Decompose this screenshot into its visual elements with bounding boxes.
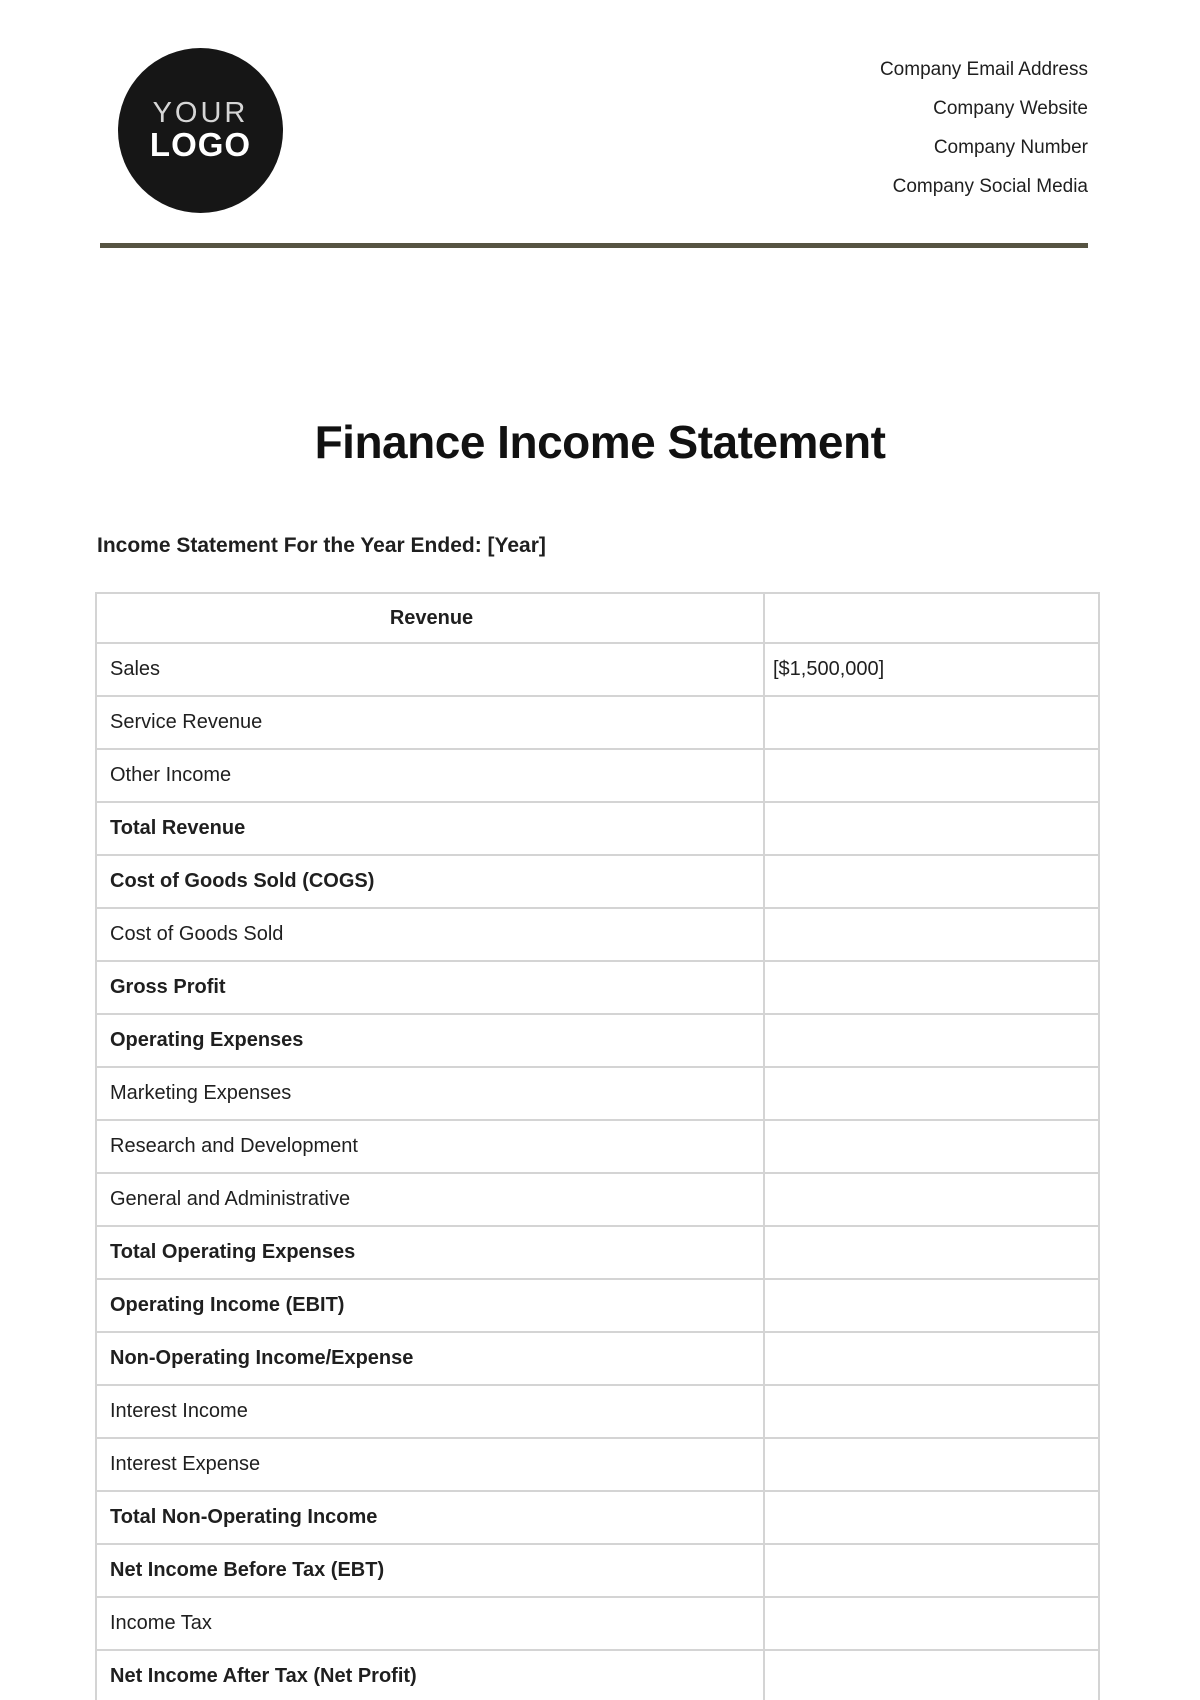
table-row [96, 1279, 1099, 1332]
table-row [96, 1120, 1099, 1173]
page-subtitle: Income Statement For the Year Ended: [Year] [97, 534, 546, 557]
row-value [764, 593, 1099, 643]
header-divider [100, 243, 1088, 248]
table-row [96, 908, 1099, 961]
table-row [96, 961, 1099, 1014]
row-label: Non-Operating Income/Expense [96, 1332, 764, 1385]
row-value: [$1,500,000] [764, 643, 1099, 696]
row-label: Interest Income [96, 1385, 764, 1438]
table-row [96, 855, 1099, 908]
row-label: Marketing Expenses [96, 1067, 764, 1120]
row-label: Net Income After Tax (Net Profit) [96, 1650, 764, 1700]
table-row [96, 1650, 1099, 1700]
row-label: Operating Income (EBIT) [96, 1279, 764, 1332]
row-label: Net Income Before Tax (EBT) [96, 1544, 764, 1597]
table-row [96, 1173, 1099, 1226]
row-value [764, 1226, 1099, 1279]
row-value [764, 1650, 1099, 1700]
table-row [96, 1014, 1099, 1067]
row-value [764, 802, 1099, 855]
table-row [96, 1491, 1099, 1544]
row-value [764, 1067, 1099, 1120]
row-label: Total Revenue [96, 802, 764, 855]
company-social-media: Company Social Media [892, 176, 1088, 197]
company-contact-block [880, 50, 1088, 206]
row-label: Total Operating Expenses [96, 1226, 764, 1279]
row-label: General and Administrative [96, 1173, 764, 1226]
company-website: Company Website [933, 98, 1088, 119]
income-table-body [96, 593, 1099, 1700]
row-value [764, 1597, 1099, 1650]
row-label: Gross Profit [96, 961, 764, 1014]
row-label: Service Revenue [96, 696, 764, 749]
row-value [764, 1014, 1099, 1067]
row-label: Cost of Goods Sold [96, 908, 764, 961]
table-row [96, 1067, 1099, 1120]
row-value [764, 961, 1099, 1014]
company-number: Company Number [933, 137, 1088, 158]
income-statement-table [95, 592, 1100, 1700]
row-label: Revenue [96, 593, 764, 643]
table-row [96, 1544, 1099, 1597]
row-value [764, 855, 1099, 908]
row-label: Sales [96, 643, 764, 696]
table-row [96, 1385, 1099, 1438]
table-row [96, 593, 1099, 643]
row-value [764, 1544, 1099, 1597]
table-row [96, 1438, 1099, 1491]
row-value [764, 1385, 1099, 1438]
row-value [764, 1173, 1099, 1226]
row-value [764, 696, 1099, 749]
page-title: Finance Income Statement [314, 416, 886, 468]
table-row [96, 1332, 1099, 1385]
company-logo [118, 48, 283, 213]
company-email: Company Email Address [879, 59, 1088, 80]
table-row [96, 1226, 1099, 1279]
table-row [96, 643, 1099, 696]
row-label: Income Tax [96, 1597, 764, 1650]
logo-text-your: YOUR [152, 96, 249, 129]
row-value [764, 1120, 1099, 1173]
table-row [96, 749, 1099, 802]
row-value [764, 1491, 1099, 1544]
table-row [96, 802, 1099, 855]
row-label: Operating Expenses [96, 1014, 764, 1067]
row-label: Cost of Goods Sold (COGS) [96, 855, 764, 908]
row-value [764, 1279, 1099, 1332]
table-row [96, 696, 1099, 749]
row-label: Interest Expense [96, 1438, 764, 1491]
row-value [764, 908, 1099, 961]
row-label: Research and Development [96, 1120, 764, 1173]
row-label: Other Income [96, 749, 764, 802]
row-value [764, 1438, 1099, 1491]
row-value [764, 749, 1099, 802]
row-label: Total Non-Operating Income [96, 1491, 764, 1544]
logo-text-logo: LOGO [149, 126, 252, 164]
table-row [96, 1597, 1099, 1650]
row-value [764, 1332, 1099, 1385]
